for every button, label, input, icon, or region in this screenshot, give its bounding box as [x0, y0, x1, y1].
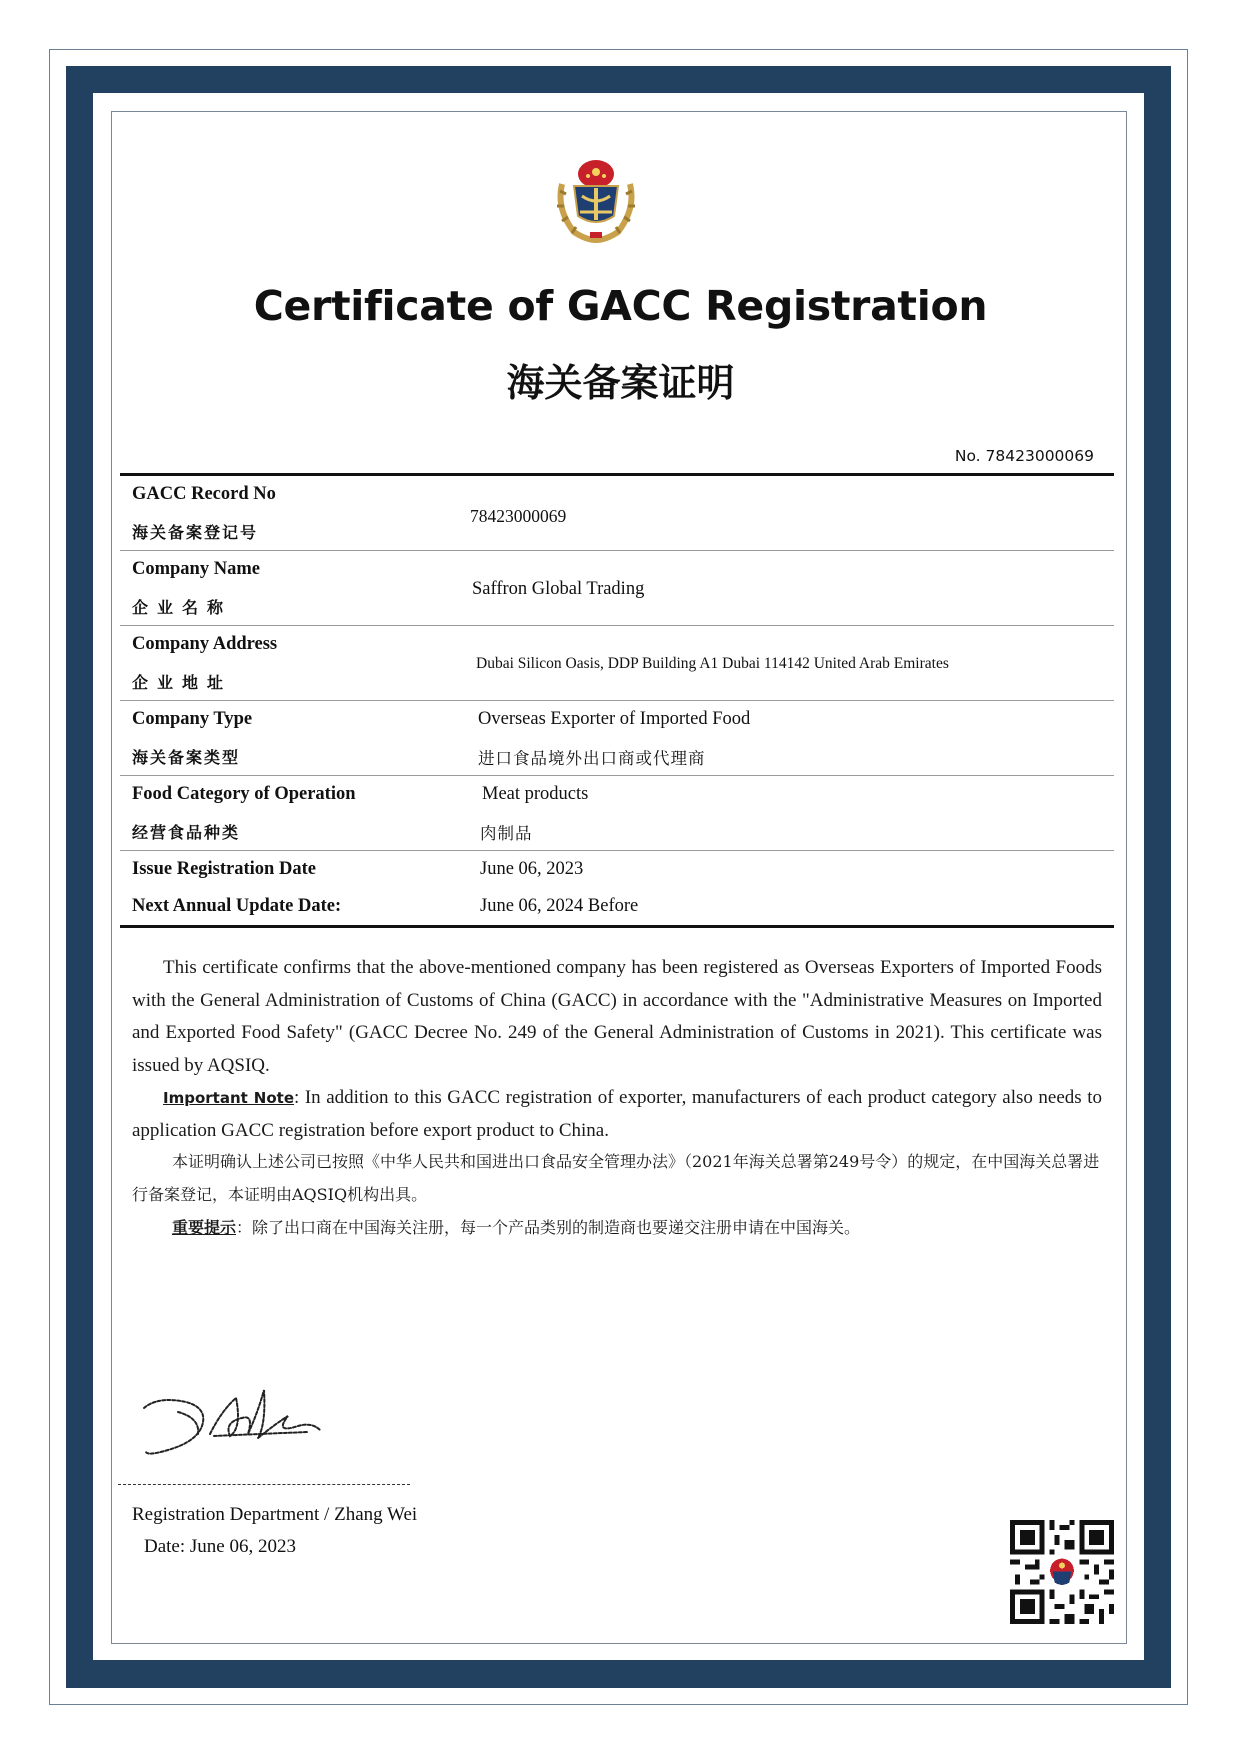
company-address-label: Company Address — [132, 634, 278, 654]
table-row — [120, 851, 1114, 925]
important-note-paragraph-chinese — [132, 1211, 1102, 1244]
company-type-value-chinese: 进口食品境外出口商或代理商 — [478, 749, 706, 768]
china-customs-emblem-icon — [552, 154, 640, 244]
statement-paragraph: This certificate confirms that the above-mentioned company has been registered as Overseas Exporters of Imported Foods with the General Administration of Customs of China (GACC) in accordance with the "Administrative Measures on Imported and Exported Food Safety" (GACC Decree No. 249 of the General Administration of Customs in 2021). This certificate was issued by AQSIQ. — [132, 957, 1102, 1076]
important-note-text-chinese: ：除了出口商在中国海关注册，每一个产品类别的制造商也要递交注册申请在中国海关。 — [236, 1218, 861, 1237]
food-category-value: Meat products — [482, 784, 589, 804]
record-no-value: 78423000069 — [470, 506, 567, 526]
table-row — [120, 701, 1114, 776]
company-address-value: Dubai Silicon Oasis, DDP Building A1 Dubai 114142 United Arab Emirates — [476, 655, 949, 672]
handwritten-signature — [138, 1368, 338, 1468]
record-no-label: GACC Record No — [132, 484, 276, 504]
company-type-value: Overseas Exporter of Imported Food — [478, 709, 751, 729]
company-name-label: Company Name — [132, 559, 260, 579]
issue-date-value: June 06, 2023 — [480, 859, 584, 879]
registration-info-table — [120, 473, 1114, 928]
table-row — [120, 476, 1114, 551]
important-note-text: : In addition to this GACC registration of exporter, manufacturers of each product category also needs to application GACC registration before export product to China. — [132, 1087, 1103, 1141]
qr-code-icon — [1010, 1520, 1114, 1624]
certificate-statement-chinese — [132, 1145, 1102, 1244]
important-note-label: Important Note — [163, 1089, 295, 1107]
table-row — [120, 551, 1114, 626]
certificate-number: No. 78423000069 — [954, 447, 1094, 465]
registration-department: Registration Department / Zhang Wei — [132, 1504, 418, 1525]
statement-paragraph-chinese: 本证明确认上述公司已按照《中华人民共和国进出口食品安全管理办法》（2021年海关总署第249号令）的规定，在中国海关总署进行备案登记，本证明由AQSIQ机构出具。 — [132, 1152, 1100, 1204]
next-update-label: Next Annual Update Date: — [132, 896, 342, 916]
signature-line — [118, 1484, 410, 1485]
signature-date: Date: June 06, 2023 — [144, 1536, 296, 1557]
important-note-label-chinese: 重要提示 — [172, 1218, 237, 1237]
table-row — [120, 776, 1114, 851]
record-no-label-chinese: 海关备案登记号 — [132, 523, 259, 542]
company-name-label-chinese: 企业名称 — [132, 598, 233, 617]
certificate-statement — [132, 952, 1102, 1147]
food-category-value-chinese: 肉制品 — [480, 824, 533, 843]
food-category-label-chinese: 经营食品种类 — [132, 823, 241, 842]
company-address-label-chinese: 企业地址 — [132, 673, 233, 692]
certificate-title-chinese: 海关备案证明 — [506, 361, 735, 405]
table-row — [120, 626, 1114, 701]
next-update-value: June 06, 2024 Before — [480, 896, 639, 916]
important-note-paragraph — [132, 1082, 1102, 1147]
certificate-title: Certificate of GACC Registration — [253, 282, 988, 330]
company-type-label: Company Type — [132, 709, 253, 729]
issue-date-label: Issue Registration Date — [132, 859, 316, 879]
food-category-label: Food Category of Operation — [132, 784, 356, 804]
company-type-label-chinese: 海关备案类型 — [132, 748, 241, 767]
company-name-value: Saffron Global Trading — [472, 579, 645, 599]
